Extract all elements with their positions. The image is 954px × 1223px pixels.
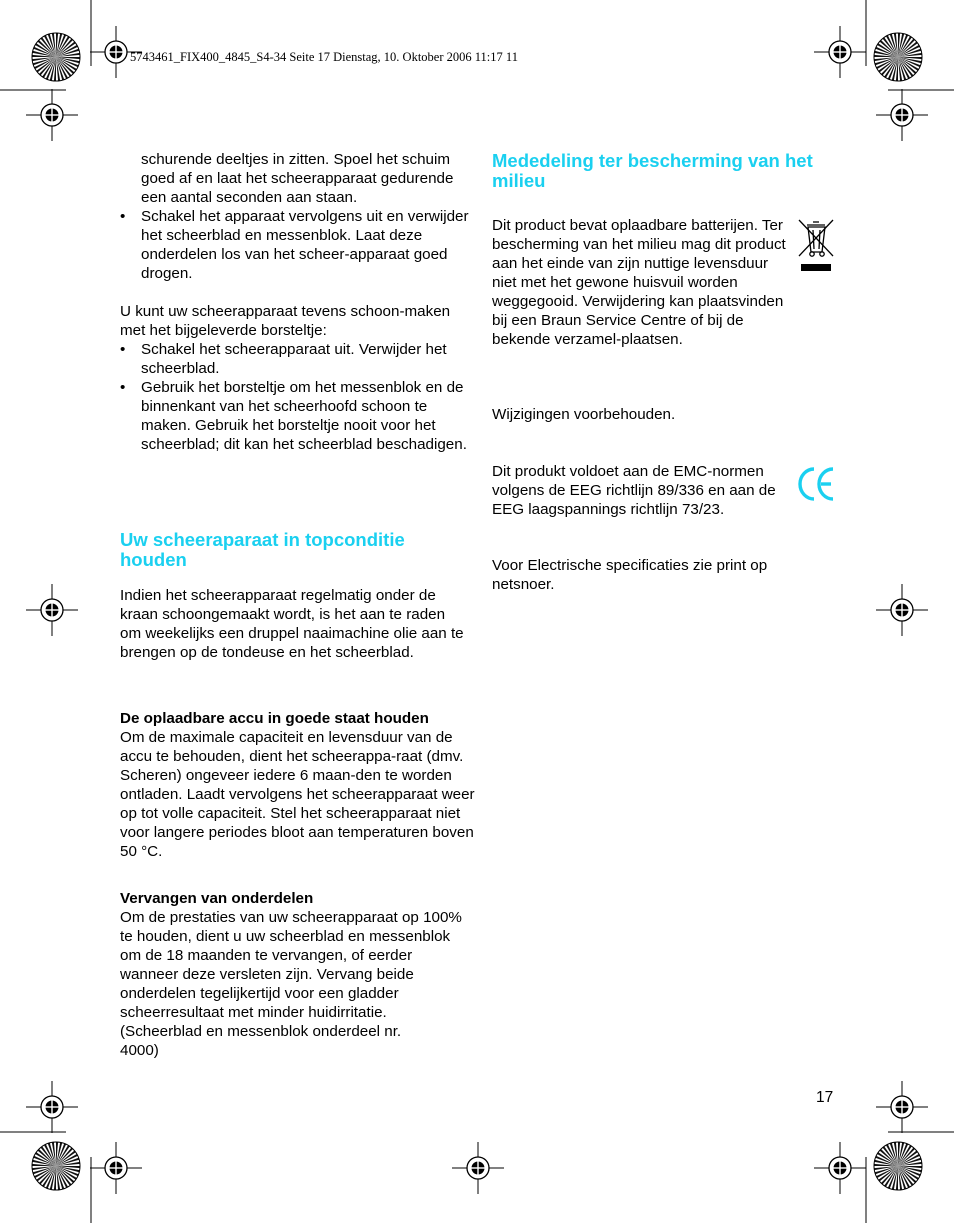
battery-heading: De oplaadbare accu in goede staat houden [120,710,429,727]
electrical-specs: Voor Electrische specificaties zie print op netsnoer. [492,557,768,593]
crossed-out-wheelie-bin-icon [795,216,837,274]
starburst [874,1142,922,1190]
starburst [32,1142,80,1190]
heading-environment: Mededeling ter bescherming van het milieu [492,150,813,191]
brush-intro: U kunt uw scheerapparaat tevens schoon-maken met het bijgeleverde borsteltje: [120,303,451,339]
environment-paragraph-top [492,216,792,349]
battery-section [120,709,475,861]
changes-reserved: Wijzigingen voorbehouden. [492,406,676,423]
left-column [120,150,470,283]
heading-topcondition: Uw scheeraparaat in topconditie houden [120,529,405,570]
parts-heading: Vervangen van onderdelen [120,890,314,907]
brush-cleaning-section [120,302,470,454]
ce-mark-icon [796,465,836,503]
topcondition-text: Indien het scheerapparaat regelmatig onder de kraan schoongemaakt wordt, is het aan te raden om weekelijks een druppel naaimachine olie aan te brengen op de tondeuse en het scheerblad. [120,587,464,661]
print-slug: 5743461_FIX400_4845_S4-34 Seite 17 Dienstag, 10. Oktober 2006 11:17 11 [130,50,518,64]
environment-text: Dit product bevat oplaadbare batterijen. Ter bescherming van het milieu mag dit product aan het einde van zijn nuttige levensduur niet met het gewone huisvuil worden weggegooid. Verwijdering kan plaatsvinden bij een Braun Service Centre of bij de bekende verzamel-plaatsen. [492,217,786,348]
list-item: • Schakel het apparaat vervolgens uit en verwijder het scheerblad en messenblok. Laat deze onderdelen los van het scheer-apparaat goed drogen. [120,207,470,283]
starburst [874,33,922,81]
parts-text: Om de prestaties van uw scheerapparaat op 100% te houden, dient u uw scheerblad en messenblok om de 18 maanden te vervangen, of eerder wanneer deze versleten zijn. Vervang beide onderdelen tegelijkertijd voor een gladder scheerresultaat met minder huidirritatie. [120,909,462,1021]
parts-note: (Scheerblad en messenblok onderdeel nr. 4000) [120,1023,402,1059]
parts-section [120,889,470,1060]
list-item: • Schakel het scheerapparaat uit. Verwijder het scheerblad. [120,340,470,378]
starburst [32,33,80,81]
topcondition-paragraph [120,586,470,662]
emc-text: Dit produkt voldoet aan de EMC-normen volgens de EEG richtlijn 89/336 en aan de EEG laagspannings richtlijn 73/23. [492,463,776,518]
battery-text: Om de maximale capaciteit en levensduur van de accu te behouden, dient het scheerappa-raat (dmv. Scheren) ongeveer iedere 6 maan-den te worden ontladen. Laadt vervolgens het scheerapparaat weer op tot volle capaciteit. Stel het scheerapparaat niet voor langere periodes bloot aan temperaturen boven 50 °C. [120,729,475,860]
page-number: 17 [816,1089,834,1106]
continued-text: schurende deeltjes in zitten. Spoel het schuim goed af en laat het scheerapparaat gedurende een aantal seconden aan staan. [141,151,454,206]
list-item: • Gebruik het borsteltje om het messenblok en de binnenkant van het scheerhoofd schoon te maken. Gebruik het borsteltje nooit voor het scheerblad; dit kan het scheerblad beschadigen. [120,378,470,454]
